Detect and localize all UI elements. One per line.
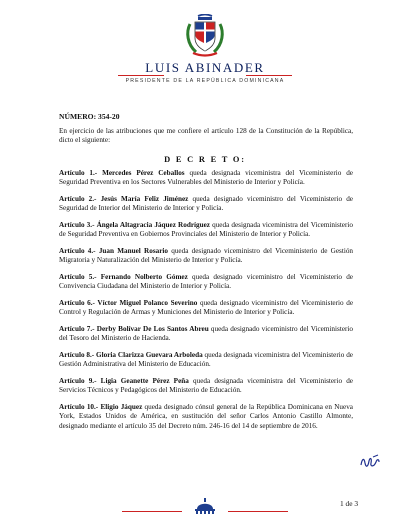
article-lead: Artículo 5.- Fernando Nolberto Gómez — [59, 273, 188, 281]
intro-paragraph: En ejercicio de las atribuciones que me confiere el artículo 128 de la Constitución de la República, dicto el siguiente: — [59, 127, 353, 145]
article-9 — [59, 377, 353, 396]
article-text: queda designado viceministro del Viceministerio de Gestión Migratoria y Naturalización del Ministerio de Interior y Policía. — [59, 247, 354, 265]
article-2 — [59, 195, 353, 214]
article-6 — [59, 299, 353, 318]
article-lead: Artículo 9.- Ligia Geanette Pérez Peña — [59, 377, 189, 385]
footer-rule-left — [122, 511, 182, 512]
president-name: LUIS ABINADER — [145, 60, 265, 75]
article-3 — [59, 221, 353, 240]
article-lead: Artículo 6.- Víctor Miguel Polanco Severino — [59, 299, 198, 307]
article-8 — [59, 351, 353, 370]
article-text: queda designado viceministro del Viceministerio de Convivencia Ciudadana del Ministerio de Interior y Policía. — [59, 273, 354, 291]
article-text: queda designado viceministro del Viceministerio del Tesoro del Ministerio de Hacienda. — [59, 325, 353, 343]
article-lead: Artículo 8.- Gloria Clarizza Guevara Arboleda — [59, 351, 203, 359]
decree-heading: D E C R E T O: — [164, 155, 246, 164]
footer-rule-right — [228, 511, 288, 512]
article-7 — [59, 325, 353, 344]
article-lead: Artículo 4.- Juan Manuel Rosario — [59, 247, 168, 255]
article-text: queda designado viceministro del Viceministerio de Seguridad de Interior del Ministerio de Interior y Policía. — [59, 195, 354, 213]
initials-signature-icon — [359, 453, 381, 471]
coat-of-arms-icon — [184, 14, 226, 58]
header-rule-right — [246, 75, 292, 76]
president-title: PRESIDENTE DE LA REPÚBLICA DOMINICANA — [125, 78, 285, 84]
article-text: queda designada viceministra del Viceministerio de Servicios Técnicos y Pedagógicos del Ministerio de Educación. — [59, 377, 353, 395]
article-10 — [59, 403, 353, 431]
article-lead: Artículo 1.- Mercedes Pérez Ceballos — [59, 169, 185, 177]
article-lead: Artículo 7.- Derby Bolívar De Los Santos Abreu — [59, 325, 209, 333]
article-1 — [59, 169, 353, 188]
articles-list — [59, 169, 353, 438]
article-4 — [59, 247, 353, 266]
header-rule-left — [118, 75, 164, 76]
article-text: queda designada viceministra del Viceministerio de Seguridad Preventiva en los Sectores Vulnerables del Ministerio de Interior y Policía. — [59, 169, 353, 187]
palace-dome-icon — [192, 497, 218, 514]
article-text: queda designada viceministra del Viceministerio de Seguridad Preventiva en Gobiernos Provinciales del Ministerio de Interior y Policía. — [59, 221, 353, 239]
article-lead: Artículo 3.- Ángela Altagracia Jáquez Rodríguez — [59, 221, 210, 229]
article-text: queda designada viceministra del Viceministerio de Gestión Administrativa del Ministerio de Educación. — [59, 351, 353, 369]
article-lead: Artículo 2.- Jesús María Feliz Jiménez — [59, 195, 189, 203]
decree-number: NÚMERO: 354-20 — [59, 112, 120, 121]
article-text: queda designado viceministro del Viceministerio de Control y Regulación de Armas y Municiones del Ministerio de Interior y Policía. — [59, 299, 354, 317]
page-number: 1 de 3 — [340, 499, 359, 508]
article-5 — [59, 273, 353, 292]
article-text: queda designado cónsul general de la República Dominicana en Nueva York, Estados Unidos de América, en sustitución del señor Carlos Antonio Castillo Almonte, designado mediante el artículo 35 del Decreto núm. 246-16 del 14 de septiembre de 2016. — [59, 403, 353, 430]
article-lead: Artículo 10.- Eligio Jáquez — [59, 403, 143, 411]
